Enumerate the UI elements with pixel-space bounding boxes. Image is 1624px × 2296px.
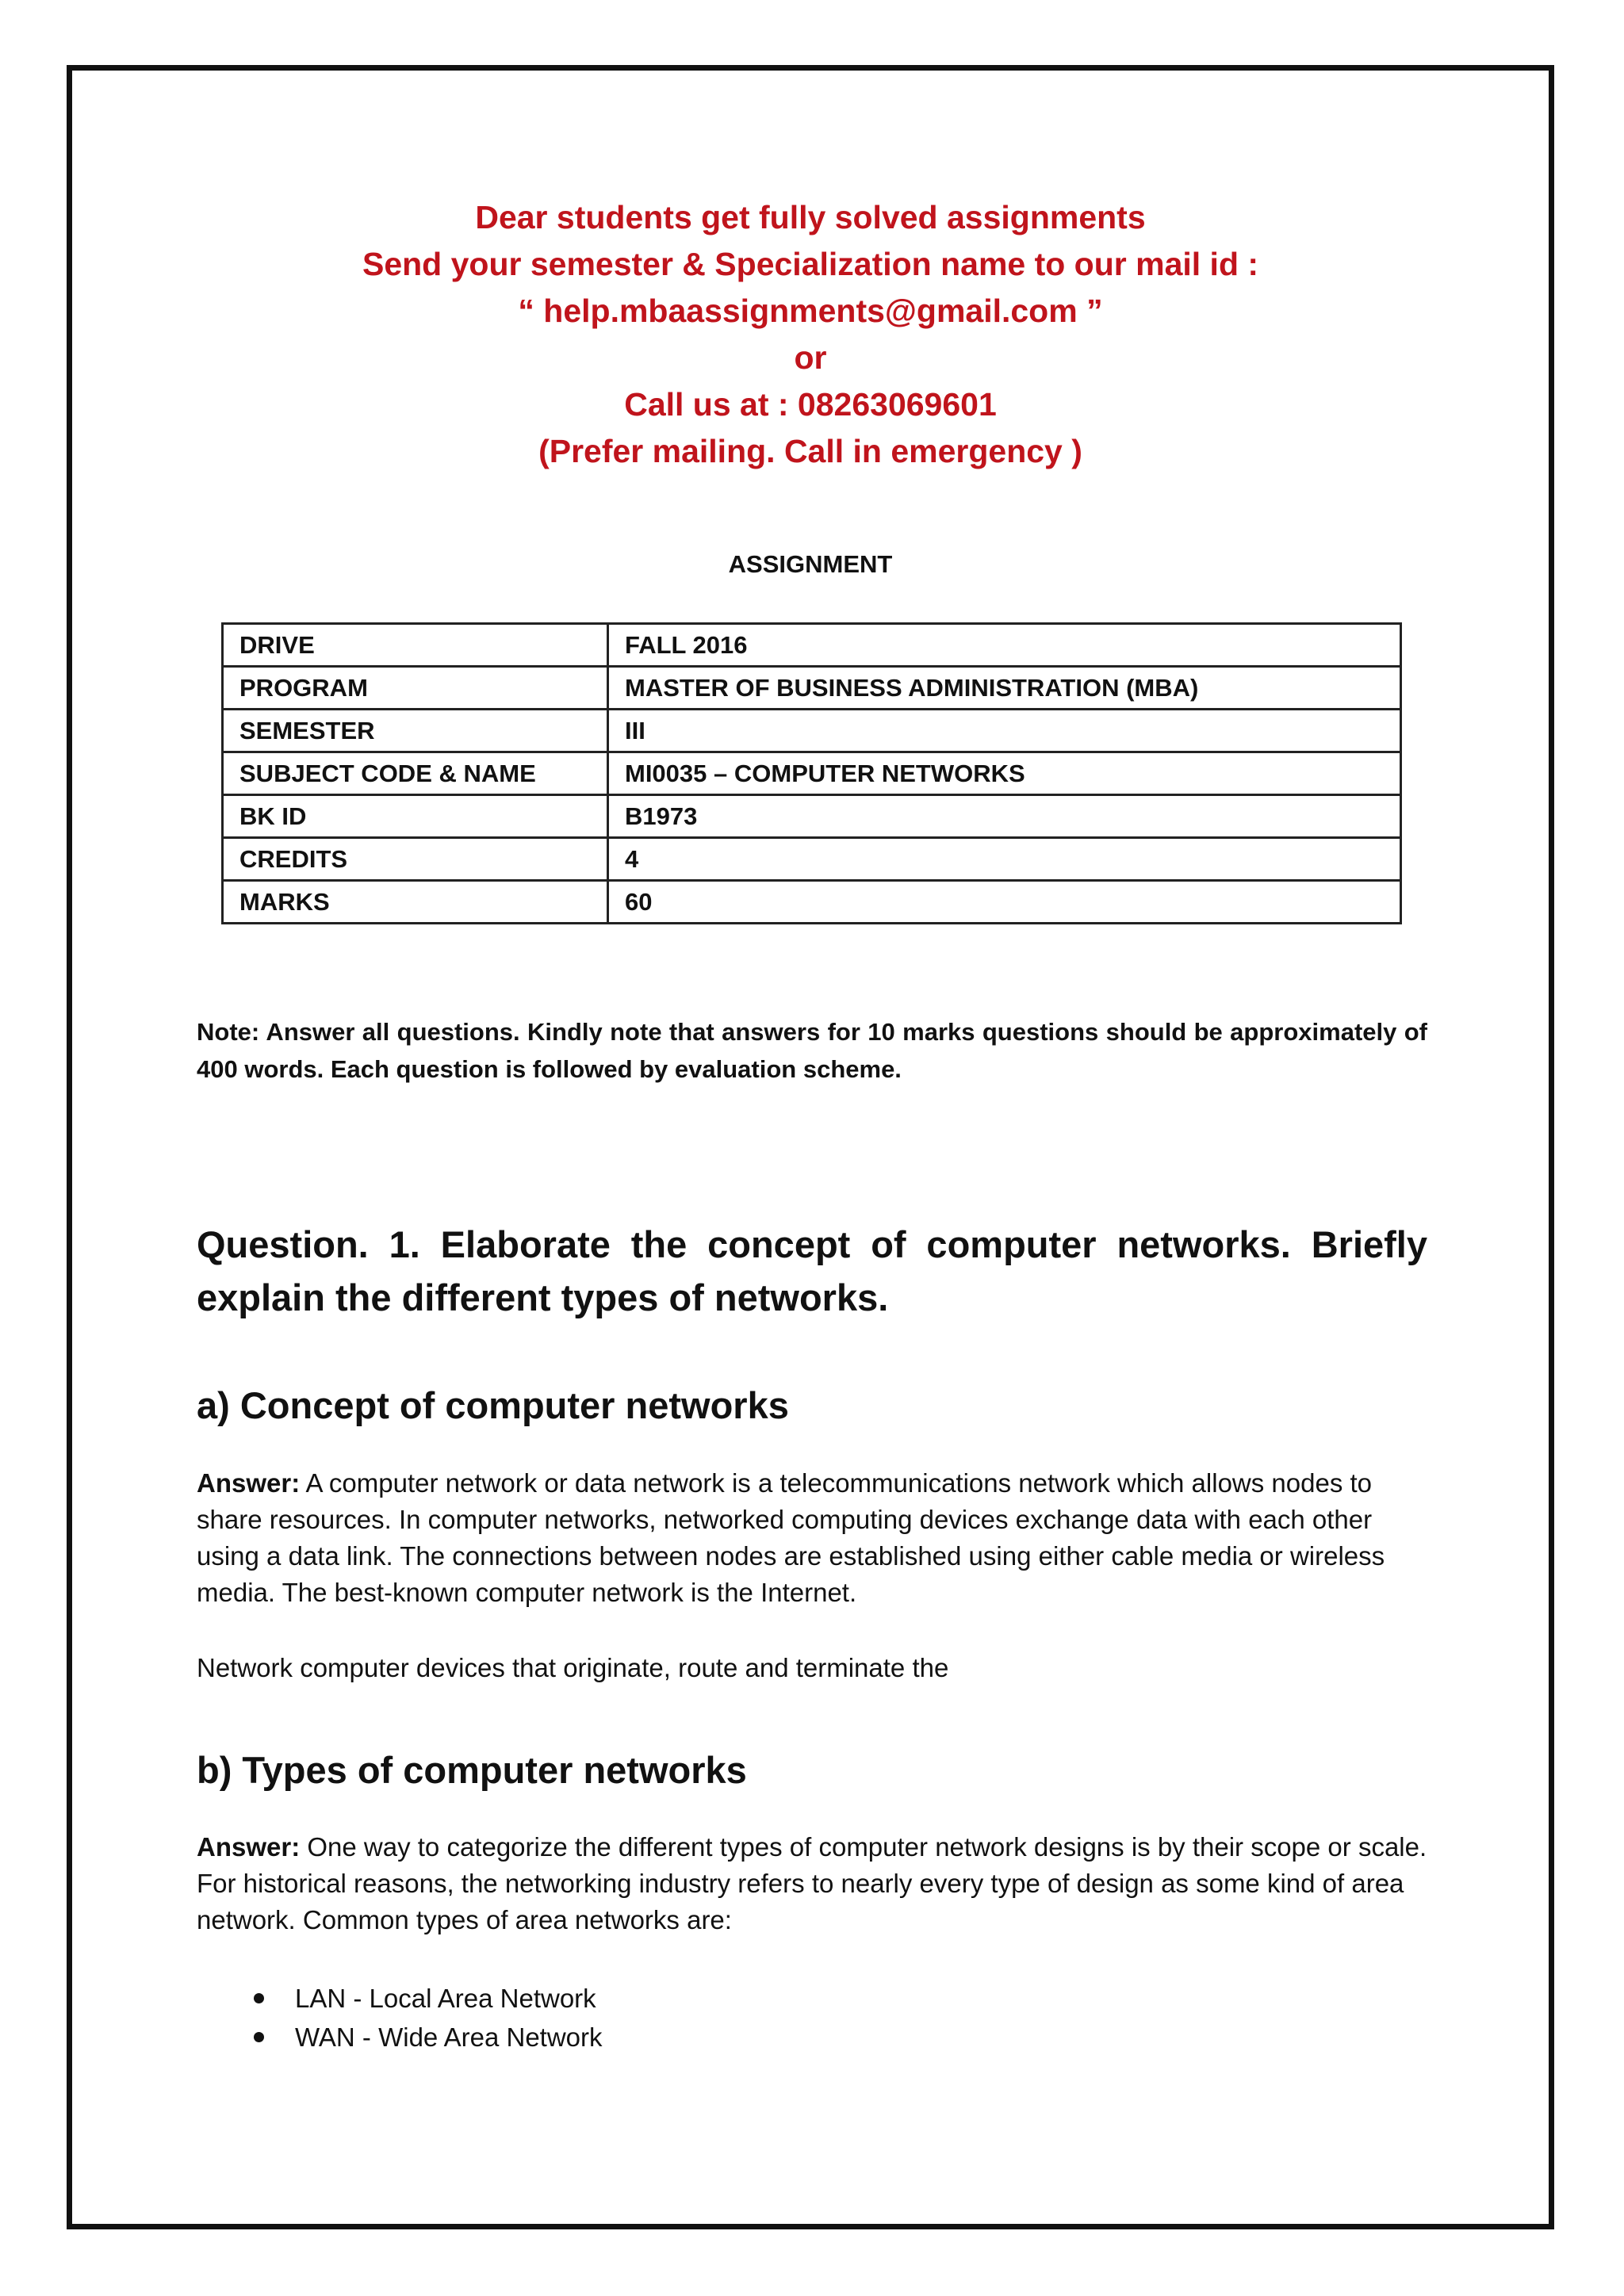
part-a-followup: Network computer devices that originate, route and terminate the [197, 1653, 949, 1682]
question-1-title: Question. 1. Elaborate the concept of computer networks. Briefly explain the different types of networks. [197, 1223, 1427, 1318]
table-row [223, 795, 1401, 838]
network-types-list [197, 1979, 603, 2057]
row-value-marks: 60 [608, 881, 1401, 924]
promo-phone: Call us at : 08263069601 [624, 386, 997, 423]
row-value-credits: 4 [608, 838, 1401, 881]
promo-line-2: Send your semester & Specialization name to our mail id : [362, 246, 1259, 282]
promo-preference: (Prefer mailing. Call in emergency ) [538, 433, 1082, 469]
row-key-drive: DRIVE [223, 624, 608, 667]
row-key-credits: CREDITS [223, 838, 608, 881]
part-b-answer [197, 1829, 1427, 1938]
assignment-title: ASSIGNMENT [728, 550, 893, 578]
table-row [223, 752, 1401, 795]
bullet-icon [254, 2032, 264, 2042]
row-value-subject: MI0035 – COMPUTER NETWORKS [608, 752, 1401, 795]
row-value-program: MASTER OF BUSINESS ADMINISTRATION (MBA) [608, 667, 1401, 710]
table-row [223, 667, 1401, 710]
part-a-answer [197, 1465, 1427, 1611]
promo-line-1: Dear students get fully solved assignments [475, 199, 1146, 235]
instructions-note: Note: Answer all questions. Kindly note that answers for 10 marks questions should be approximately of 400 words. Each question is followed by evaluation scheme. [197, 1018, 1427, 1083]
row-key-subject: SUBJECT CODE & NAME [223, 752, 608, 795]
list-item [197, 2018, 603, 2057]
list-item-text: WAN - Wide Area Network [295, 2022, 603, 2052]
list-item-text: LAN - Local Area Network [295, 1984, 596, 2013]
part-b-heading: b) Types of computer networks [197, 1749, 747, 1791]
list-item [197, 1979, 603, 2018]
row-key-bk-id: BK ID [223, 795, 608, 838]
row-value-semester: III [608, 710, 1401, 752]
row-value-drive: FALL 2016 [608, 624, 1401, 667]
promo-email: “ help.mbaassignments@gmail.com ” [518, 293, 1103, 329]
assignment-info-table [221, 622, 1402, 924]
part-a-heading: a) Concept of computer networks [197, 1384, 789, 1426]
answer-text: One way to categorize the different types of computer network designs is by their scope or scale. For historical reasons, the networking industry refers to nearly every type of design as some kind of area network. Common types of area networks are: [197, 1832, 1427, 1934]
table-row [223, 624, 1401, 667]
row-key-semester: SEMESTER [223, 710, 608, 752]
table-row [223, 838, 1401, 881]
answer-label: Answer: [197, 1832, 301, 1862]
row-key-program: PROGRAM [223, 667, 608, 710]
table-row [223, 710, 1401, 752]
bullet-icon [254, 1993, 264, 2003]
answer-label: Answer: [197, 1468, 301, 1498]
answer-text: A computer network or data network is a telecommunications network which allows nodes to share resources. In computer networks, networked computing devices exchange data with each other using a data link. The connections between nodes are established using either cable media or wireless media. The best-known computer network is the Internet. [197, 1468, 1385, 1607]
table-row [223, 881, 1401, 924]
row-key-marks: MARKS [223, 881, 608, 924]
row-value-bk-id: B1973 [608, 795, 1401, 838]
promo-or: or [794, 339, 827, 376]
promo-banner [67, 194, 1554, 475]
